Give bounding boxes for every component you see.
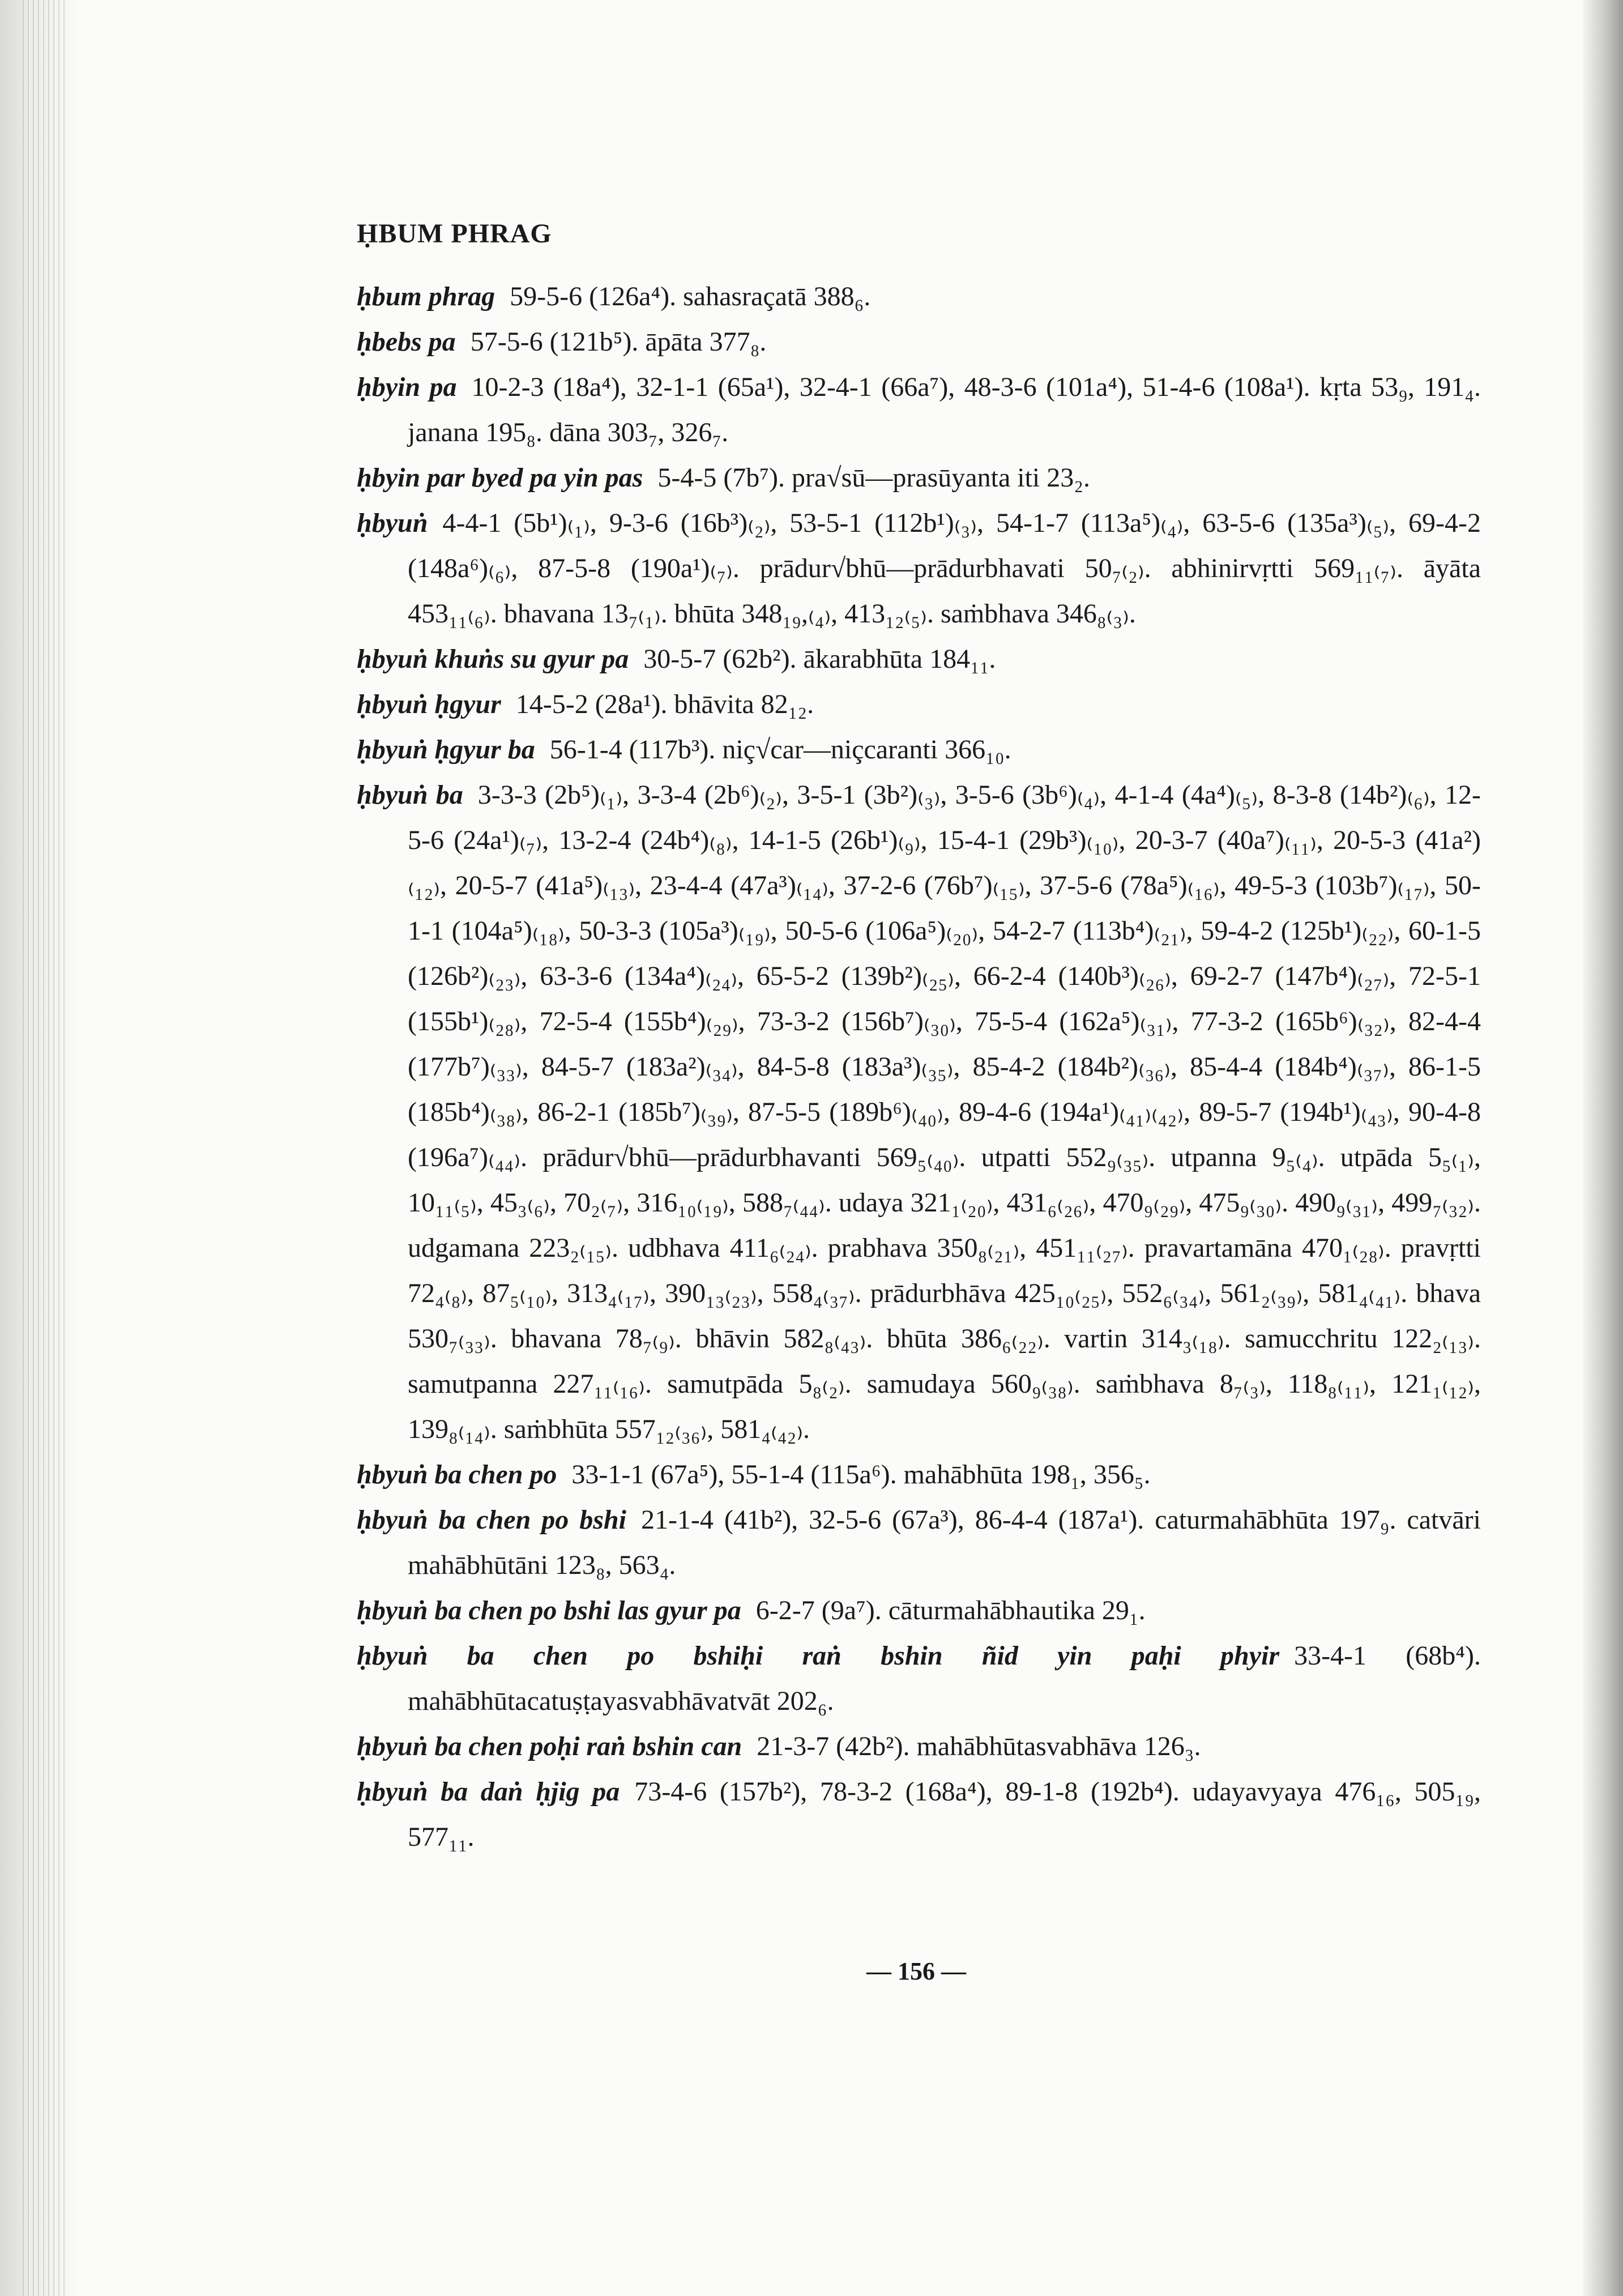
entry-text: 3-3-3 (2b⁵)₍₁₎, 3-3-4 (2b⁶)₍₂₎, 3-5-1 (3b²)₍₃₎, 3-5-6 (3b⁶)₍₄₎, 4-1-4 (4a⁴)₍₅₎, 8-3-8 (14b²)₍₆₎, 12-5-6 (24a¹)₍₇₎, 13-2-4 (24b⁴)₍₈₎, 14-1-5 (26b¹)₍₉₎, 15-4-1 (29b³)₍₁₀₎, 20-3-7 (40a⁷)₍₁₁₎, 20-5-3 (41a²)₍₁₂₎, 20-5-7 (41a⁵)₍₁₃₎, 23-4-4 (47a³)₍₁₄₎, 37-2-6 (76b⁷)₍₁₅₎, 37-5-6 (78a⁵)₍₁₆₎, 49-5-3 (103b⁷)₍₁₇₎, 50-1-1 (104a⁵)₍₁₈₎, 50-3-3 (105a³)₍₁₉₎, 50-5-6 (106a⁵)₍₂₀₎, 54-2-7 (113b⁴)₍₂₁₎, 59-4-2 (125b¹)₍₂₂₎, 60-1-5 (126b²)₍₂₃₎, 63-3-6 (134a⁴)₍₂₄₎, 65-5-2 (139b²)₍₂₅₎, 66-2-4 (140b³)₍₂₆₎, 69-2-7 (147b⁴)₍₂₇₎, 72-5-1 (155b¹)₍₂₈₎, 72-5-4 (155b⁴)₍₂₉₎, 73-3-2 (156b⁷)₍₃₀₎, 75-5-4 (162a⁵)₍₃₁₎, 77-3-2 (165b⁶)₍₃₂₎, 82-4-4 (177b⁷)₍₃₃₎, 84-5-7 (183a²)₍₃₄₎, 84-5-8 (183a³)₍₃₅₎, 85-4-2 (184b²)₍₃₆₎, 85-4-4 (184b⁴)₍₃₇₎, 86-1-5 (185b⁴)₍₃₈₎, 86-2-1 (185b⁷)₍₃₉₎, 87-5-5 (189b⁶)₍₄₀₎, 89-4-6 (194a¹)₍₄₁₎₍₄₂₎, 89-5-7 (194b¹)₍₄₃₎, 90-4-8 (196a⁷)₍₄₄₎. prādur√bhū—prādurbhavanti 569₅₍₄₀₎. utpatti 552₉₍₃₅₎. utpanna 9₅₍₄₎. utpāda 5₅₍₁₎, 10₁₁₍₅₎, 45₃₍₆₎, 70₂₍₇₎, 316₁₀₍₁₉₎, 588₇₍₄₄₎. udaya 321₁₍₂₀₎, 431₆₍₂₆₎, 470₉₍₂₉₎, 475₉₍₃₀₎. 490₉₍₃₁₎, 499₇₍₃₂₎. udgamana 223₂₍₁₅₎. udbhava 411₆₍₂₄₎. prabhava 350₈₍₂₁₎, 451₁₁₍₂₇₎. pravartamāna 470₁₍₂₈₎. pravṛtti 72₄₍₈₎, 87₅₍₁₀₎, 313₄₍₁₇₎, 390₁₃₍₂₃₎, 558₄₍₃₇₎. prādurbhāva 425₁₀₍₂₅₎, 552₆₍₃₄₎, 561₂₍₃₉₎, 581₄₍₄₁₎. bhava 530₇₍₃₃₎. bhavana 78₇₍₉₎. bhāvin 582₈₍₄₃₎. bhūta 386₆₍₂₂₎. vartin 314₃₍₁₈₎. samucchritu 122₂₍₁₃₎. samutpanna 227₁₁₍₁₆₎. samutpāda 5₈₍₂₎. samudaya 560₉₍₃₈₎. saṁbhava 8₇₍₃₎, 118₈₍₁₁₎, 121₁₍₁₂₎, 139₈₍₁₄₎. saṁbhūta 557₁₂₍₃₆₎, 581₄₍₄₂₎. bbox=[408, 780, 1481, 1444]
headword: ḥbyin par byed pa yin pas bbox=[357, 463, 643, 493]
entry-text: 33-4-1 (68b⁴). mahābhūtacatuṣṭayasvabhāvatvāt 202₆. bbox=[408, 1641, 1481, 1716]
headword: ḥbyuṅ ba chen po bshi bbox=[357, 1505, 626, 1535]
entry bbox=[357, 274, 1481, 319]
entry bbox=[357, 319, 1481, 365]
entry bbox=[357, 365, 1481, 455]
entry-text: 21-1-4 (41b²), 32-5-6 (67a³), 86-4-4 (187a¹). caturmahābhūta 197₉. catvāri mahābhūtāni 123₈, 563₄. bbox=[408, 1505, 1481, 1580]
entry bbox=[357, 1497, 1481, 1588]
headword: ḥbyuṅ bbox=[357, 508, 428, 538]
entry bbox=[357, 501, 1481, 637]
entry bbox=[357, 727, 1481, 773]
headword: ḥbyuṅ ba chen po bbox=[357, 1459, 557, 1490]
entry bbox=[357, 682, 1481, 727]
headword: ḥbebs pa bbox=[357, 327, 456, 357]
running-header: ḤBUM PHRAG bbox=[357, 219, 552, 249]
entry-text: 59-5-6 (126a⁴). sahasraçatā 388₆. bbox=[510, 281, 871, 311]
headword: ḥbyuṅ ba bbox=[357, 780, 463, 810]
headword: ḥbyin pa bbox=[357, 372, 457, 402]
dictionary-entries bbox=[357, 274, 1481, 1860]
entry bbox=[357, 1769, 1481, 1860]
page-number: — 156 — bbox=[866, 1957, 966, 1985]
entry-text: 57-5-6 (121b⁵). āpāta 377₈. bbox=[470, 327, 767, 357]
entry bbox=[357, 1452, 1481, 1497]
entry bbox=[357, 1588, 1481, 1633]
entry-text: 5-4-5 (7b⁷). pra√sū—prasūyanta iti 23₂. bbox=[657, 463, 1090, 493]
entry-text: 4-4-1 (5b¹)₍₁₎, 9-3-6 (16b³)₍₂₎, 53-5-1 (112b¹)₍₃₎, 54-1-7 (113a⁵)₍₄₎, 63-5-6 (135a³)₍₅₎, 69-4-2 (148a⁶)₍₆₎, 87-5-8 (190a¹)₍₇₎. prādur√bhū—prādurbhavati 50₇₍₂₎. abhinirvṛtti 569₁₁₍₇₎. āyāta 453₁₁₍₆₎. bhavana 13₇₍₁₎. bhūta 348₁₉,₍₄₎, 413₁₂₍₅₎. saṁbhava 346₈₍₃₎. bbox=[408, 508, 1481, 629]
entry-text: 6-2-7 (9a⁷). cāturmahābhautika 29₁. bbox=[755, 1595, 1146, 1625]
entry bbox=[357, 455, 1481, 501]
entry-text: 21-3-7 (42b²). mahābhūtasvabhāva 126₃. bbox=[757, 1731, 1201, 1761]
entry-text: 73-4-6 (157b²), 78-3-2 (168a⁴), 89-1-8 (192b⁴). udayavyaya 476₁₆, 505₁₉, 577₁₁. bbox=[408, 1777, 1481, 1852]
entry bbox=[357, 1633, 1481, 1724]
entry-text: 33-1-1 (67a⁵), 55-1-4 (115a⁶). mahābhūta 198₁, 356₅. bbox=[571, 1459, 1151, 1490]
entry-text: 10-2-3 (18a⁴), 32-1-1 (65a¹), 32-4-1 (66a⁷), 48-3-6 (101a⁴), 51-4-6 (108a¹). kṛta 53₉, 191₄. janana 195₈. dāna 303₇, 326₇. bbox=[408, 372, 1481, 447]
headword: ḥbyuṅ khuṅs su gyur pa bbox=[357, 644, 629, 674]
headword: ḥbyuṅ ḥgyur bbox=[357, 689, 501, 719]
entry-text: 30-5-7 (62b²). ākarabhūta 184₁₁. bbox=[643, 644, 996, 674]
scan-right-edge bbox=[1583, 0, 1623, 2296]
headword: ḥbyuṅ ba chen po bshi las gyur pa bbox=[357, 1595, 741, 1625]
entry-text: 14-5-2 (28a¹). bhāvita 82₁₂. bbox=[515, 689, 814, 719]
headword: ḥbyuṅ ba chen poḥi raṅ bshin can bbox=[357, 1731, 742, 1761]
headword: ḥbyuṅ ḥgyur ba bbox=[357, 735, 535, 765]
entry bbox=[357, 1724, 1481, 1769]
headword: ḥbyuṅ ba daṅ ḥjig pa bbox=[357, 1777, 620, 1807]
entry-text: 56-1-4 (117b³). niç√car—niçcaranti 366₁₀. bbox=[549, 735, 1011, 765]
headword: ḥbyuṅ ba chen po bshiḥi raṅ bshin ñid yin paḥi phyir bbox=[357, 1641, 1280, 1671]
entry bbox=[357, 637, 1481, 682]
headword: ḥbum phrag bbox=[357, 281, 496, 311]
scan-left-edge bbox=[0, 0, 85, 2296]
entry bbox=[357, 773, 1481, 1452]
